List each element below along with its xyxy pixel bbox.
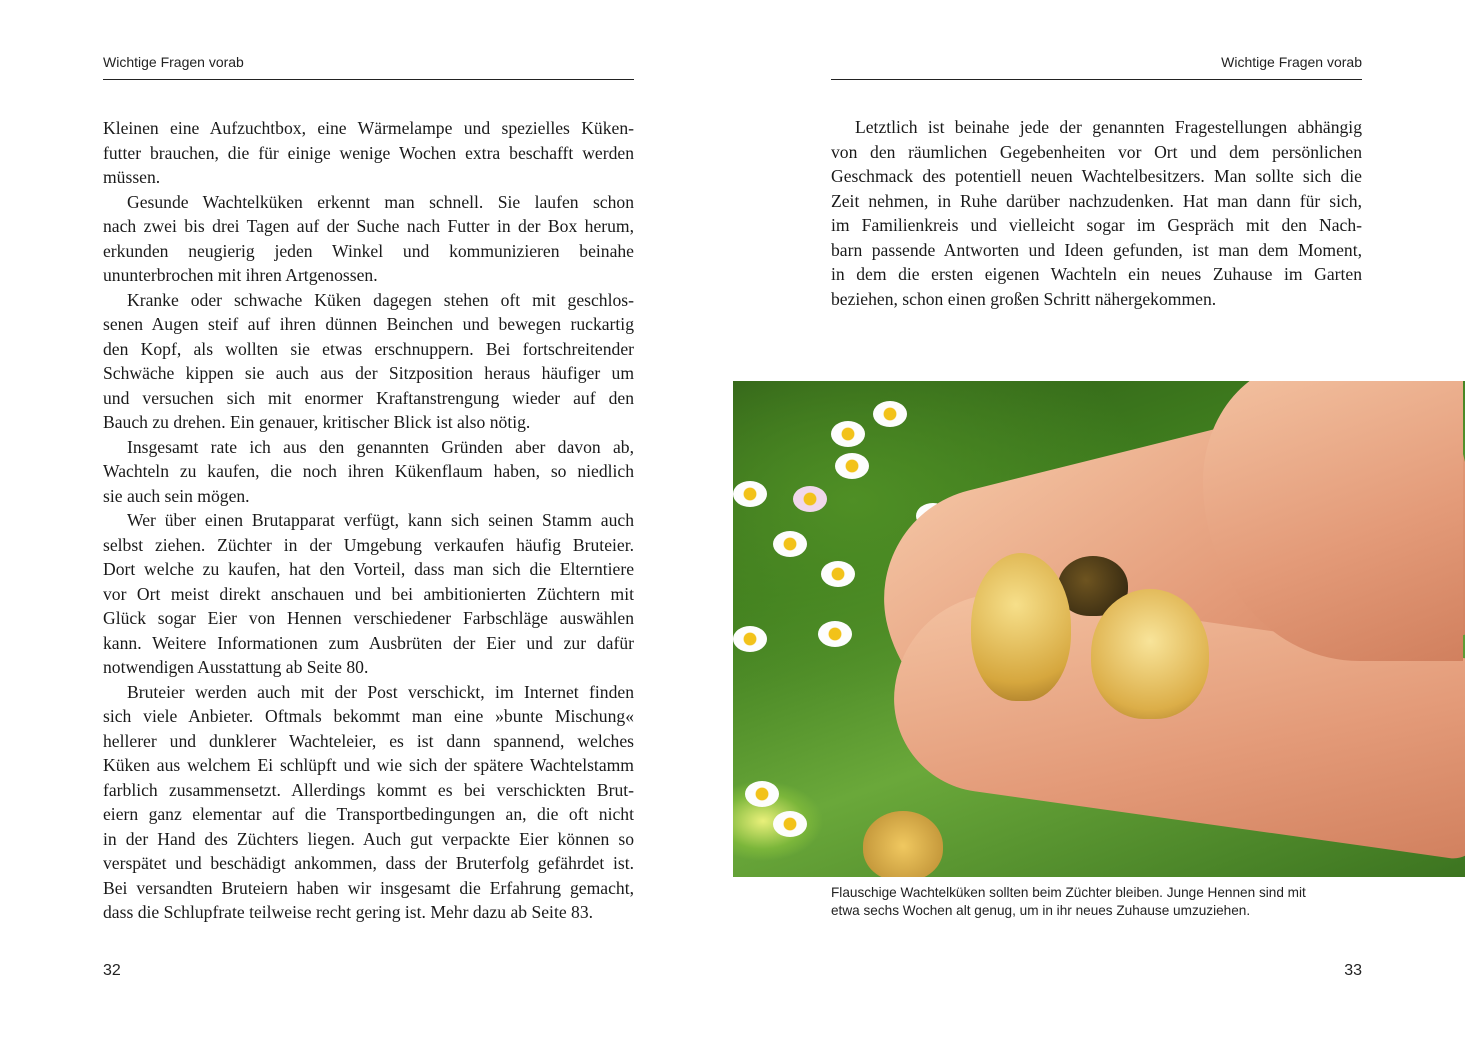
paragraph bbox=[103, 508, 634, 680]
daisy bbox=[835, 453, 869, 479]
text-line: hellerer und dunklerer Wachteleier, es ist dann spannend, welches bbox=[103, 730, 634, 751]
text-line: Gesunde Wachtelküken erkennt man schnell. Sie laufen schon bbox=[127, 191, 634, 212]
yellow-chick bbox=[1091, 589, 1209, 719]
text-line: Bei versandten Bruteiern haben wir insgesamt die Erfahrung gemacht, bbox=[103, 877, 634, 898]
page-number-left: 32 bbox=[103, 962, 121, 979]
text-line: und versuchen sich mit enormer Kraftanstrengung wieder auf den bbox=[103, 387, 634, 408]
text-line: Zeit nehmen, in Ruhe darüber nachzudenken. Hat man dann für sich, bbox=[831, 190, 1362, 211]
text-line: kann. Weitere Informationen zum Ausbrüten der Eier und zur dafür bbox=[103, 632, 634, 653]
text-line: Glück sogar Eier von Hennen verschiedener Farbschläge auswählen bbox=[103, 608, 634, 628]
daisy bbox=[873, 401, 907, 427]
text-line: Kranke oder schwache Küken dagegen stehen oft mit geschlos- bbox=[127, 289, 634, 310]
caption-line: etwa sechs Wochen alt genug, um in ihr neues Zuhause umzuziehen. bbox=[831, 903, 1251, 918]
daisy bbox=[831, 421, 865, 447]
daisy bbox=[793, 486, 827, 512]
text-line: Wer über einen Brutapparat verfügt, kann sich seinen Stamm auch bbox=[127, 510, 634, 530]
text-line: dass die Schlupfrate teilweise recht gering ist. Mehr dazu ab Seite 83. bbox=[103, 902, 594, 922]
header-rule-left bbox=[103, 79, 634, 80]
text-line: beziehen, schon einen großen Schritt nähergekommen. bbox=[831, 288, 1217, 309]
text-line: Küken aus welchem Ei schlüpft und wie sich der spätere Wachtelstamm bbox=[103, 755, 634, 775]
photo-quail-chicks-in-hands bbox=[733, 381, 1465, 877]
daisy bbox=[745, 781, 779, 807]
text-line: ununterbrochen mit ihren Artgenossen. bbox=[103, 265, 378, 285]
text-line: Schwäche kippen sie auch aus der Sitzposition heraus häufiger um bbox=[103, 363, 634, 383]
running-head-right: Wichtige Fragen vorab bbox=[1221, 54, 1362, 70]
text-line: Geschmack des potentiell neuen Wachtelbesitzers. Man sollte sich die bbox=[831, 166, 1362, 186]
text-line: Bruteier werden auch mit der Post verschickt, im Internet finden bbox=[127, 681, 634, 702]
photo-caption bbox=[831, 884, 1351, 920]
text-line: senen Augen steif auf ihren dünnen Beinchen und bewegen ruckartig bbox=[103, 314, 634, 334]
text-line: in der Hand des Züchters liegen. Auch gut verpackte Eier können so bbox=[103, 828, 634, 849]
text-line: verspätet und beschädigt ankommen, dass der Bruterfolg gefährdet ist. bbox=[103, 853, 634, 873]
text-line: im Familienkreis und vielleicht sogar im Gespräch mit den Nach- bbox=[831, 215, 1362, 235]
daisy bbox=[773, 531, 807, 557]
text-line: müssen. bbox=[103, 167, 161, 187]
paragraph bbox=[103, 435, 634, 509]
text-line: farblich zusammensetzt. Allerdings kommt es bei verschickten Brut- bbox=[103, 779, 634, 800]
daisy bbox=[821, 561, 855, 587]
yellow-chick bbox=[863, 811, 943, 877]
text-line: Wachteln zu kaufen, die noch ihren Kükenflaum haben, so niedlich bbox=[103, 461, 634, 481]
text-line: Dort welche zu kaufen, hat den Vorteil, dass man sich die Elterntiere bbox=[103, 559, 634, 579]
text-line: den Kopf, als wollten sie etwas erschnuppern. Bei fortschreitender bbox=[103, 338, 634, 359]
text-line: nach zwei bis drei Tagen auf der Suche nach Futter in der Box herum, bbox=[103, 216, 634, 236]
text-line: sich viele Anbieter. Oftmals bekommt man eine »bunte Mischung« bbox=[103, 706, 634, 726]
body-text-right bbox=[831, 115, 1362, 311]
text-line: in dem die ersten eigenen Wachteln ein neues Zuhause im Garten bbox=[831, 264, 1362, 284]
text-line: Letztlich ist beinahe jede der genannten Fragestellungen abhängig bbox=[855, 117, 1362, 137]
daisy bbox=[773, 811, 807, 837]
running-head-left: Wichtige Fragen vorab bbox=[103, 54, 244, 70]
text-line: selbst ziehen. Züchter in der Umgebung verkaufen häufig Bruteier. bbox=[103, 534, 634, 555]
caption-line: Flauschige Wachtelküken sollten beim Züchter bleiben. Junge Hennen sind mit bbox=[831, 885, 1306, 900]
text-line: futter brauchen, die für einige wenige Wochen extra beschafft werden bbox=[103, 142, 634, 163]
text-line: vor Ort meist direkt anschauen und bei ambitionierten Züchtern mit bbox=[103, 583, 634, 604]
yellow-chick bbox=[971, 553, 1071, 701]
text-line: Insgesamt rate ich aus den genannten Gründen aber davon ab, bbox=[127, 436, 634, 457]
paragraph bbox=[103, 680, 634, 925]
text-line: sie auch sein mögen. bbox=[103, 485, 250, 506]
paragraph bbox=[103, 288, 634, 435]
daisy bbox=[733, 481, 767, 507]
text-line: notwendigen Ausstattung ab Seite 80. bbox=[103, 657, 369, 677]
text-line: Kleinen eine Aufzuchtbox, eine Wärmelampe und spezielles Küken- bbox=[103, 118, 634, 138]
text-line: eiern ganz elementar auf die Transportbedingungen an, die oft nicht bbox=[103, 804, 634, 824]
text-line: barn passende Antworten und Ideen gefunden, ist man dem Moment, bbox=[831, 239, 1362, 260]
text-line: von den räumlichen Gegebenheiten vor Ort und dem persönlichen bbox=[831, 141, 1362, 162]
body-text-left bbox=[103, 116, 634, 925]
text-line: erkunden neugierig jeden Winkel und kommunizieren beinahe bbox=[103, 240, 634, 261]
header-rule-right bbox=[831, 79, 1362, 80]
paragraph bbox=[831, 115, 1362, 311]
daisy bbox=[818, 621, 852, 647]
daisy bbox=[733, 626, 767, 652]
page-number-right: 33 bbox=[1344, 962, 1362, 979]
text-line: Bauch zu drehen. Ein genauer, kritischer Blick ist also nötig. bbox=[103, 412, 531, 432]
paragraph bbox=[103, 116, 634, 190]
paragraph bbox=[103, 190, 634, 288]
